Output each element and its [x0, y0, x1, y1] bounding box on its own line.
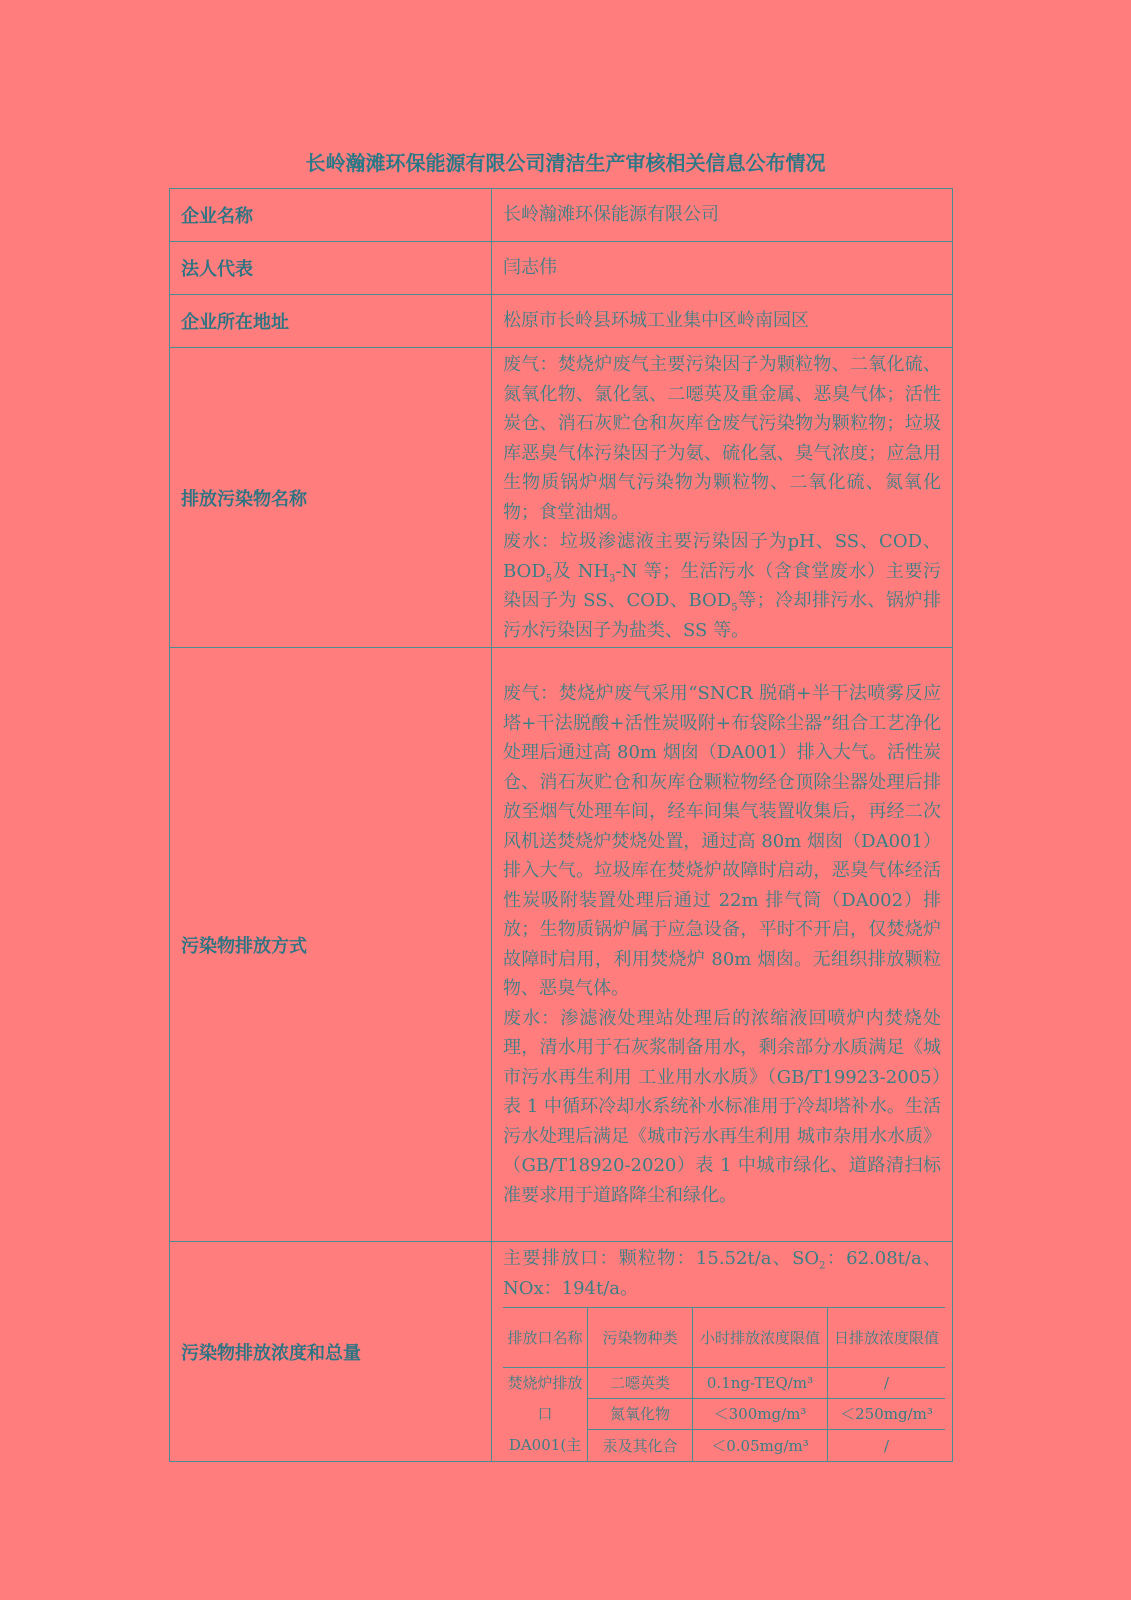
method-water-text: 废水：渗滤液处理站处理后的浓缩液回喷炉内焚烧处理，清水用于石灰浆制备用水，剩余部分水质满足《城市污水再生利用 工业用水水质》（GB/T19923-2005）表 1 中循环冷却水系统补水标准用于冷却塔补水。生活污水处理后满足《城市污水再生利用 城市杂用水水质》（GB/T18920-2020）表 1 中城市绿化、道路清扫标准要求用于道路降尘和绿化。 [503, 1007, 941, 1206]
method-value [492, 648, 953, 1242]
limits-row [503, 1368, 945, 1399]
outlet-name: 焚烧炉排放口 DA001(主 [503, 1368, 588, 1462]
hourly-cell: ＜0.05mg/m³ [693, 1430, 828, 1461]
info-table [169, 188, 953, 1462]
pollutant-cell: 二噁英类 [588, 1368, 693, 1399]
legal-rep-label: 法人代表 [170, 242, 492, 295]
pollutant-cell: 氮氧化物 [588, 1399, 693, 1430]
company-name-label: 企业名称 [170, 189, 492, 242]
concentration-summary: 主要排放口：颗粒物：15.52t/a、$SO_2$：62.08t/a、NOx：194t/a。 [503, 1248, 941, 1299]
table-row [170, 1242, 953, 1462]
pollutant-cell: 汞及其化合 [588, 1430, 693, 1461]
limits-header-row [503, 1308, 945, 1368]
pollutants-value [492, 348, 953, 648]
document-title: 长岭瀚滩环保能源有限公司清洁生产审核相关信息公布情况 [305, 151, 826, 175]
header-hourly: 小时排放浓度限值 [693, 1308, 828, 1368]
daily-cell: / [828, 1368, 946, 1399]
hourly-cell: 0.1ng-TEQ/m³ [693, 1368, 828, 1399]
header-pollutant: 污染物种类 [588, 1308, 693, 1368]
table-row [170, 189, 953, 242]
daily-cell: ＜250mg/m³ [828, 1399, 946, 1430]
table-row [170, 242, 953, 295]
pollutants-label: 排放污染物名称 [170, 348, 492, 648]
concentration-label: 污染物排放浓度和总量 [170, 1242, 492, 1462]
legal-rep-value: 闫志伟 [492, 242, 953, 295]
pollutants-gas-text: 废气：焚烧炉废气主要污染因子为颗粒物、二氧化硫、氮氧化物、氯化氢、二噁英及重金属、恶臭气体；活性炭仓、消石灰贮仓和灰库仓废气污染物为颗粒物；垃圾库恶臭气体污染因子为氨、硫化氢、臭气浓度；应急用生物质锅炉烟气污染物为颗粒物、二氧化硫、氮氧化物；食堂油烟。 [503, 354, 941, 523]
hourly-cell: ＜300mg/m³ [693, 1399, 828, 1430]
table-row [170, 348, 953, 648]
concentration-value [492, 1242, 953, 1462]
address-value: 松原市长岭县环城工业集中区岭南园区 [492, 295, 953, 348]
limits-table [503, 1307, 945, 1461]
method-label: 污染物排放方式 [170, 648, 492, 1242]
address-label: 企业所在地址 [170, 295, 492, 348]
company-name-value: 长岭瀚滩环保能源有限公司 [492, 189, 953, 242]
header-daily: 日排放浓度限值 [828, 1308, 946, 1368]
method-gas-text: 废气：焚烧炉废气采用“SNCR 脱硝+半干法喷雾反应塔+干法脱酸+活性炭吸附+布袋除尘器”组合工艺净化处理后通过高 80m 烟囱（DA001）排入大气。活性炭仓、消石灰贮仓和灰库仓颗粒物经仓顶除尘器处理后排放至烟气处理车间，经车间集气装置收集后，再经二次风机送焚烧炉焚烧处置，通过高 80m 烟囱（DA001）排入大气。垃圾库在焚烧炉故障时启动，恶臭气体经活性炭吸附装置处理后通过 22m 排气筒（DA002）排放；生物质锅炉属于应急设备，平时不开启，仅焚烧炉故障时启用，利用焚烧炉 80m 烟囱。无组织排放颗粒物、恶臭气体。 [503, 683, 941, 999]
daily-cell: / [828, 1430, 946, 1461]
header-outlet: 排放口名称 [503, 1308, 588, 1368]
table-row [170, 295, 953, 348]
table-row [170, 648, 953, 1242]
pollutants-water-text: 废水：垃圾渗滤液主要污染因子为pH、SS、COD、$BOD_5$及 $NH_3-N$ 等；生活污水（含食堂废水）主要污染因子为 SS、COD、$BOD_5$等；冷却排污水、锅炉排污水污染因子为盐类、SS 等。 [503, 531, 942, 641]
